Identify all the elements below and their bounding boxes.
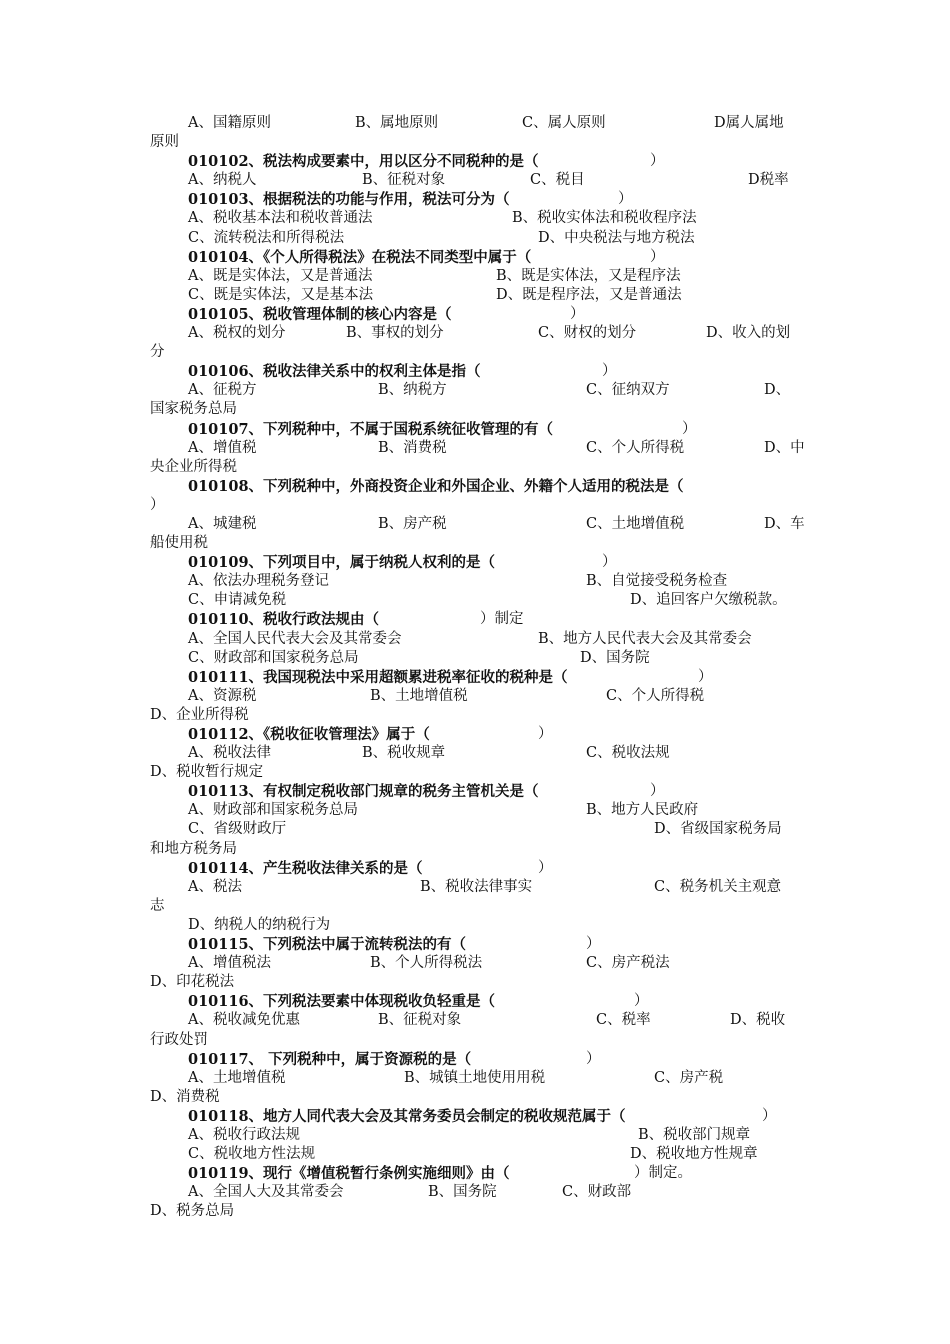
option-text: A、财政部和国家税务总局 [188, 802, 358, 819]
question-text: 010106、税收法律关系中的权利主体是指（ [188, 363, 481, 381]
text-line [150, 458, 805, 477]
option-text: D、企业所得税 [150, 706, 249, 723]
option-text: ） [570, 305, 585, 322]
question-text: 010109、下列项目中，属于纳税人权利的是（ [188, 554, 496, 572]
option-text: D、印花税法 [150, 974, 235, 991]
option-text: D、纳税人的纳税行为 [188, 916, 331, 933]
text-line [150, 935, 805, 954]
option-text: A、资源税 [188, 687, 257, 704]
option-text: D、税收 [730, 1012, 786, 1029]
text-line [150, 897, 805, 916]
option-text: B、城镇土地使用用税 [404, 1069, 546, 1086]
text-line [150, 267, 805, 286]
option-text: ） [586, 1050, 601, 1067]
option-text: A、税权的划分 [188, 325, 286, 342]
option-text: A、既是实体法，又是普通法 [188, 267, 373, 284]
option-text: C、房产税 [654, 1069, 724, 1086]
text-line [150, 744, 805, 763]
text-line [150, 324, 805, 343]
option-text: D、中央税法与地方税法 [538, 229, 695, 246]
option-text: ） [538, 726, 553, 742]
option-text: ）制定。 [634, 1165, 692, 1182]
text-line [150, 496, 805, 515]
question-text: 010108、下列税种中，外商投资企业和外国企业、外籍个人适用的税法是（ [188, 477, 684, 495]
text-line [150, 305, 805, 324]
option-text: A、全国人大及其常委会 [188, 1184, 344, 1201]
option-text: C、税率 [596, 1012, 651, 1029]
option-text: ） [538, 859, 553, 876]
text-line [150, 553, 805, 572]
text-line [150, 534, 805, 553]
option-text: D、省级国家税务局 [654, 821, 782, 838]
text-line [150, 209, 805, 228]
option-text: D、追回客户欠缴税款。 [630, 592, 787, 609]
question-text: 010111、我国现税法中采用超额累进税率征收的税种是（ [188, 668, 568, 686]
question-text: 010110、税收行政法规由（ [188, 611, 380, 629]
option-text: A、国籍原则 [188, 115, 271, 131]
text-line [150, 400, 805, 419]
option-text: ） [150, 496, 165, 513]
option-text: B、国务院 [428, 1184, 497, 1201]
option-text: D、税收暂行规定 [150, 764, 264, 781]
text-line [150, 820, 805, 839]
option-text: C、省级财政厅 [188, 821, 287, 838]
text-line [150, 229, 805, 248]
option-text: ） [602, 363, 617, 380]
text-line [150, 954, 805, 973]
text-line [150, 687, 805, 706]
option-text: B、个人所得税法 [370, 955, 483, 972]
option-text: B、房产税 [378, 515, 447, 532]
option-text: C、税务机关主观意 [654, 878, 782, 895]
option-text: ） [682, 420, 697, 437]
option-text: ） [698, 668, 713, 685]
option-text: B、征税对象 [378, 1012, 462, 1029]
text-line [150, 1145, 805, 1164]
option-text: C、既是实体法，又是基本法 [188, 286, 374, 303]
option-text: C、财政部 [562, 1184, 632, 1201]
option-text: ） [762, 1107, 777, 1124]
question-text: 010104、《个人所得税法》在税法不同类型中属于（ [188, 248, 532, 266]
text-line [150, 1050, 805, 1069]
option-text: C、个人所得税 [606, 687, 705, 704]
text-line [150, 171, 805, 190]
option-text: A、增值税 [188, 439, 257, 456]
option-text: A、依法办理税务登记 [188, 573, 329, 590]
option-text: D、国务院 [580, 649, 650, 666]
option-text: ） [602, 554, 617, 571]
text-line [150, 916, 805, 935]
option-text: 分 [150, 344, 165, 361]
option-text: ） [650, 248, 665, 265]
option-text: B、税收实体法和税收程序法 [512, 210, 697, 227]
option-text: 志 [150, 897, 165, 914]
option-text: C、征纳双方 [586, 382, 670, 399]
option-text: C、属人原则 [522, 115, 606, 131]
option-text: A、税法 [188, 878, 242, 895]
option-text: D、税收地方性规章 [630, 1146, 758, 1163]
question-text: 010107、下列税种中，不属于国税系统征收管理的有（ [188, 420, 554, 438]
option-text: A、城建税 [188, 515, 257, 532]
text-line [150, 1088, 805, 1107]
option-text: C、税收地方性法规 [188, 1146, 316, 1163]
option-text: B、属地原则 [355, 115, 439, 131]
text-line [150, 381, 805, 400]
text-line [150, 782, 805, 801]
option-text: B、地方人民代表大会及其常委会 [538, 630, 752, 647]
text-line [150, 152, 805, 171]
text-line [150, 477, 805, 496]
text-line [150, 572, 805, 591]
question-text: 010114、产生税收法律关系的是（ [188, 859, 423, 877]
text-line [150, 286, 805, 305]
option-text: A、征税方 [188, 382, 257, 399]
text-line [150, 610, 805, 629]
option-text: B、既是实体法，又是程序法 [496, 267, 681, 284]
question-text: 010105、税收管理体制的核心内容是（ [188, 305, 452, 323]
option-text: C、税收法规 [586, 745, 670, 762]
option-text: B、税收部门规章 [638, 1126, 751, 1143]
text-line [150, 420, 805, 439]
option-text: B、地方人民政府 [586, 802, 699, 819]
text-line [150, 343, 805, 362]
text-line [150, 878, 805, 897]
text-line [150, 248, 805, 267]
text-line [150, 859, 805, 878]
text-line [150, 1011, 805, 1030]
option-text: D、消费税 [150, 1088, 220, 1105]
option-text: A、税收基本法和税收普通法 [188, 210, 373, 227]
text-line [150, 515, 805, 534]
option-text: C、房产税法 [586, 955, 670, 972]
text-line [150, 1183, 805, 1202]
text-line [150, 706, 805, 725]
text-line [150, 1126, 805, 1145]
option-text: 央企业所得税 [150, 458, 237, 475]
option-text: A、全国人民代表大会及其常委会 [188, 630, 402, 647]
option-text: B、纳税方 [378, 382, 447, 399]
text-line [150, 725, 805, 744]
option-text: B、事权的划分 [346, 325, 444, 342]
text-line [150, 190, 805, 209]
text-line [150, 668, 805, 687]
question-text: 010112、《税收征收管理法》属于（ [188, 726, 430, 743]
text-line [150, 763, 805, 782]
question-text: 010115、下列税法中属于流转税法的有（ [188, 936, 467, 954]
option-text: D、车 [764, 515, 805, 532]
option-text: ） [618, 191, 633, 208]
text-line [150, 1031, 805, 1050]
option-text: B、消费税 [378, 439, 447, 456]
option-text: D属人属地 [714, 115, 784, 131]
option-text: A、税收减免优惠 [188, 1012, 300, 1029]
option-text: ） [650, 153, 665, 170]
question-text: 010117、 下列税种中，属于资源税的是（ [188, 1050, 472, 1068]
option-text: A、纳税人 [188, 172, 257, 189]
option-text: C、申请减免税 [188, 592, 287, 609]
option-text: C、财政部和国家税务总局 [188, 649, 359, 666]
text-line [150, 591, 805, 610]
option-text: B、征税对象 [362, 172, 446, 189]
option-text: D、 [764, 382, 791, 399]
text-line [150, 1107, 805, 1126]
option-text: B、土地增值税 [370, 687, 468, 704]
option-text: B、税收规章 [362, 745, 446, 762]
text-line [150, 801, 805, 820]
option-text: 原则 [150, 134, 179, 151]
text-line [150, 1069, 805, 1088]
option-text: C、流转税法和所得税法 [188, 229, 345, 246]
option-text: D、收入的划 [706, 325, 791, 342]
text-line [150, 630, 805, 649]
text-line [150, 840, 805, 859]
question-text: 010118、地方人同代表大会及其常务委员会制定的税收规范属于（ [188, 1107, 626, 1125]
text-line [150, 973, 805, 992]
option-text: B、自觉接受税务检查 [586, 573, 728, 590]
question-text: 010103、根据税法的功能与作用，税法可分为（ [188, 191, 510, 209]
option-text: D、税务总局 [150, 1203, 235, 1220]
option-text: A、增值税法 [188, 955, 271, 972]
text-line [150, 362, 805, 381]
option-text: ） [634, 993, 649, 1010]
option-text: C、土地增值税 [586, 515, 685, 532]
text-line [150, 992, 805, 1011]
option-text: C、财权的划分 [538, 325, 637, 342]
option-text: 行政处罚 [150, 1031, 208, 1048]
question-text: 010102、税法构成要素中，用以区分不同税种的是（ [188, 153, 539, 171]
option-text: A、税收法律 [188, 745, 271, 762]
document-page [150, 114, 805, 1221]
option-text: D税率 [748, 172, 789, 189]
option-text: C、税目 [530, 172, 585, 189]
text-line [150, 114, 805, 133]
option-text: 船使用税 [150, 535, 208, 552]
text-line [150, 1202, 805, 1221]
text-line [150, 649, 805, 668]
question-text: 010113、有权制定税收部门规章的税务主管机关是（ [188, 783, 539, 801]
option-text: ） [586, 936, 601, 953]
option-text: B、税收法律事实 [420, 878, 533, 895]
option-text: 和地方税务局 [150, 840, 237, 857]
text-line [150, 439, 805, 458]
option-text: ） [650, 783, 665, 800]
text-line [150, 1164, 805, 1183]
option-text: A、税收行政法规 [188, 1126, 300, 1143]
option-text: ）制定 [480, 611, 524, 628]
question-text: 010119、现行《增值税暂行条例实施细则》由（ [188, 1165, 510, 1183]
question-text: 010116、下列税法要素中体现税收负轻重是（ [188, 993, 496, 1011]
text-line [150, 133, 805, 152]
option-text: D、既是程序法，又是普通法 [496, 286, 682, 303]
option-text: D、中 [764, 439, 805, 456]
option-text: C、个人所得税 [586, 439, 685, 456]
option-text: A、土地增值税 [188, 1069, 286, 1086]
option-text: 国家税务总局 [150, 401, 237, 418]
